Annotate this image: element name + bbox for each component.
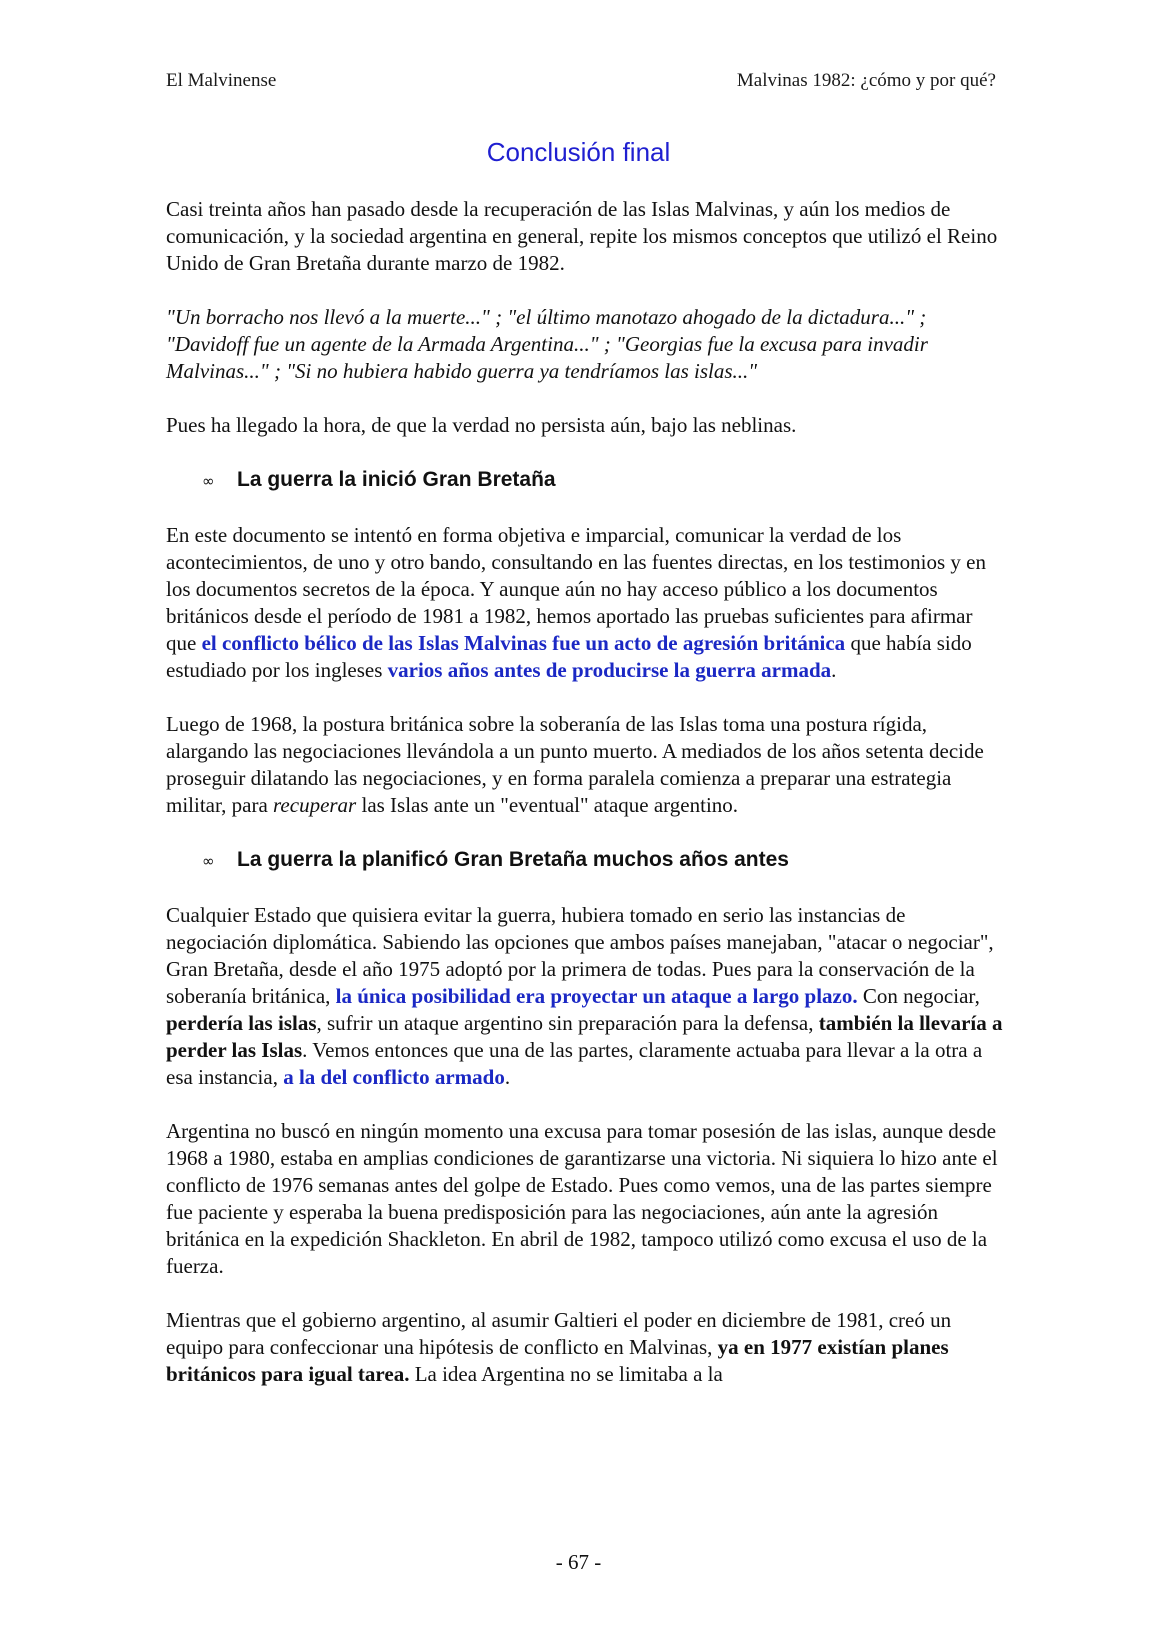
page-number: - 67 - [555, 1550, 602, 1574]
paragraph-1968 [166, 711, 1006, 819]
highlight-conflicto-armado: a la del conflicto armado [283, 1065, 505, 1089]
text-run: . [831, 658, 837, 682]
section-heading-1 [166, 466, 1006, 495]
highlight-unica-posibilidad: la única posibilidad era proyectar un ataque a largo plazo. [335, 984, 858, 1008]
text-run: Mientras que el gobierno argentino, al asumir Galtieri el poder en diciembre de 1981, creó un equipo para confeccionar una hipótesis de conflicto en Malvinas, [166, 1308, 952, 1359]
text-run: Luego de 1968, la postura británica sobre la soberanía de las Islas toma una postura rígida, alargando las negociaciones llevándola a un punto muerto. A mediados de los años setenta decide proseguir dilatando las negociaciones, y en forma paralela comienza a preparar una estrategia militar, para [166, 712, 984, 817]
paragraph-quotes: "Un borracho nos llevó a la muerte..." ; "el último manotazo ahogado de la dictadura..." ; "Davidoff fue un agente de la Armada Argentina..." ; "Georgias fue la excusa para invadir Malvinas..." ; "Si no hubiera habido guerra ya tendríamos las islas..." [166, 305, 928, 383]
bold-perderia: perdería las islas [166, 1011, 317, 1035]
text-run: La idea Argentina no se limitaba a la [409, 1362, 723, 1386]
paragraph-estado [166, 902, 1006, 1091]
section-heading-2-text: La guerra la planificó Gran Bretaña muchos años antes [237, 848, 789, 871]
document-body [166, 196, 1006, 1415]
bold-perder-islas: también la llevaría a perder las Islas [166, 1011, 1003, 1062]
infinity-bullet-icon: ∞ [202, 852, 215, 870]
text-run: las Islas ante un "eventual" ataque argentino. [356, 793, 739, 817]
infinity-bullet-icon: ∞ [202, 472, 215, 490]
section-heading-1-text: La guerra la inició Gran Bretaña [237, 468, 556, 491]
text-run: . [504, 1065, 511, 1089]
bold-1977: ya en 1977 existían planes británicos para igual tarea. [166, 1335, 949, 1386]
text-run: , sufrir un ataque argentino sin preparación para la defensa, [316, 1011, 819, 1035]
text-run: Cualquier Estado que quisiera evitar la guerra, hubiera tomado en serio las instancias de negociación diplomática. Sabiendo las opciones que ambos países manejaban, "atacar o negociar", Gran Bretaña, desde el año 1975 adoptó por la primera de todas. Pues para la conservación de la soberanía británica, [166, 903, 994, 1008]
text-run: Con negociar, [857, 984, 980, 1008]
highlight-agresion: el conflicto bélico de las Islas Malvinas fue un acto de agresión británica [201, 631, 846, 655]
paragraph-argentina: Argentina no buscó en ningún momento una excusa para tomar posesión de las islas, aunque desde 1968 a 1980, estaba en amplias condiciones de garantizarse una victoria. Ni siquiera lo hizo ante el conflicto de 1976 semanas antes del golpe de Estado. Pues como vemos, una de las partes siempre fue paciente y esperaba la buena predisposición para las negociaciones, aún ante la agresión británica en la expedición Shackleton. En abril de 1982, tampoco utilizó como excusa el uso de la fuerza. [166, 1119, 998, 1278]
text-run: . Vemos entonces que una de las partes, claramente actuaba para llevar a la otra a esa instancia, [166, 1038, 983, 1089]
page-title: Conclusión final [486, 137, 671, 167]
header-right: Malvinas 1982: ¿cómo y por qué? [736, 70, 996, 91]
text-run: En este documento se intentó en forma objetiva e imparcial, comunicar la verdad de los acontecimientos, de uno y otro bando, consultando en las fuentes directas, en los testimonios y en los documentos secretos de la época. Y aunque aún no hay acceso público a los documentos británicos desde el período de 1981 a 1982, hemos aportado las pruebas suficientes para afirmar que [166, 523, 986, 655]
header-left: El Malvinense [166, 70, 277, 91]
highlight-varios-anos: varios años antes de producirse la guerra armada [387, 658, 832, 682]
paragraph-galtieri [166, 1307, 1006, 1388]
text-run: que había sido estudiado por los ingleses [166, 631, 972, 682]
italic-recuperar: recuperar [273, 793, 357, 817]
paragraph-intro: Casi treinta años han pasado desde la recuperación de las Islas Malvinas, y aún los medios de comunicación, y la sociedad argentina en general, repite los mismos conceptos que utilizó el Reino Unido de Gran Bretaña durante marzo de 1982. [166, 197, 998, 275]
paragraph-neblinas: Pues ha llegado la hora, de que la verdad no persista aún, bajo las neblinas. [166, 413, 797, 437]
section-heading-2 [166, 846, 1006, 875]
paragraph-documento [166, 522, 1006, 684]
